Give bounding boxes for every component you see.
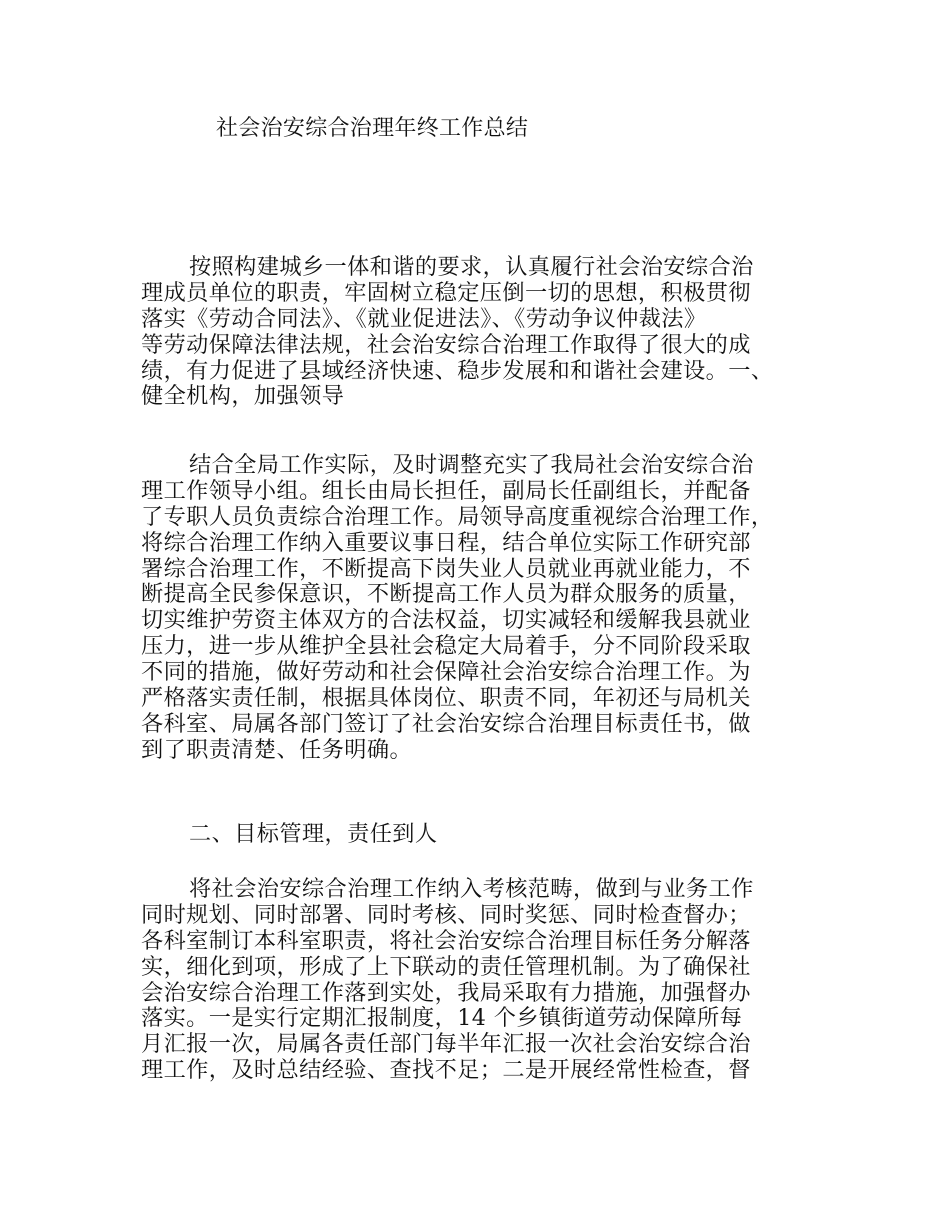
text-line: 落实《劳动合同法》、《就业促进法》、《劳动争议仲裁法》 [141, 305, 707, 332]
text-line: 将综合治理工作纳入重要议事日程，结合单位实际工作研究部 [141, 529, 751, 556]
text-line: 将社会治安综合治理工作纳入考核范畴，做到与业务工作 [189, 876, 754, 902]
text-line: 切实维护劳资主体双方的合法权益，切实减轻和缓解我县就业 [141, 607, 751, 634]
paragraph-management [141, 877, 831, 1084]
text-line: 同时规划、同时部署、同时考核、同时奖惩、同时检查督办； [141, 901, 751, 928]
text-line: 月汇报一次，局属各责任部门每半年汇报一次社会治安综合治 [141, 1031, 751, 1058]
text-line: 按照构建城乡一体和谐的要求，认真履行社会治安综合治 [189, 254, 754, 280]
paragraph-organization [141, 453, 831, 764]
text-line: 结合全局工作实际，及时调整充实了我局社会治安综合治 [189, 452, 754, 478]
text-line: 理工作领导小组。组长由局长担任，副局长任副组长，并配备 [141, 477, 751, 504]
text-line: 理成员单位的职责，牢固树立稳定压倒一切的思想，积极贯彻 [141, 279, 751, 306]
text-line: 健全机构，加强领导 [141, 383, 345, 410]
text-line: 理工作，及时总结经验、查找不足；二是开展经常性检查，督 [141, 1057, 751, 1084]
text-line: 到了职责清楚、任务明确。 [141, 736, 413, 763]
text-line: 了专职人员负责综合治理工作。局领导高度重视综合治理工作， [141, 503, 774, 530]
text-line: 各科室、局属各部门签订了社会治安综合治理目标责任书，做 [141, 710, 751, 737]
paragraph-intro [141, 255, 831, 410]
section-heading [141, 822, 831, 848]
text-line: 绩，有力促进了县域经济快速、稳步发展和和谐社会建设。一、 [141, 357, 774, 384]
document-title: 社会治安综合治理年终工作总结 [216, 116, 529, 141]
text-line: 署综合治理工作，不断提高下岗失业人员就业再就业能力，不 [141, 555, 751, 582]
text-line: 不同的措施，做好劳动和社会保障社会治安综合治理工作。为 [141, 659, 751, 686]
text-line: 会治安综合治理工作落到实处，我局采取有力措施，加强督办 [141, 979, 751, 1006]
text-line: 落实。一是实行定期汇报制度，14 个乡镇街道劳动保障所每 [141, 1005, 743, 1032]
text-line: 严格落实责任制，根据具体岗位、职责不同，年初还与局机关 [141, 685, 751, 712]
text-line: 实，细化到项，形成了上下联动的责任管理机制。为了确保社 [141, 953, 751, 980]
text-line: 等劳动保障法律法规，社会治安综合治理工作取得了很大的成 [141, 331, 751, 358]
text-line: 断提高全民参保意识，不断提高工作人员为群众服务的质量， [141, 581, 751, 608]
section-heading-text: 二、目标管理，责任到人 [189, 821, 438, 847]
text-line: 压力，进一步从维护全县社会稳定大局着手，分不同阶段采取 [141, 633, 751, 660]
text-line: 各科室制订本科室职责，将社会治安综合治理目标任务分解落 [141, 927, 751, 954]
